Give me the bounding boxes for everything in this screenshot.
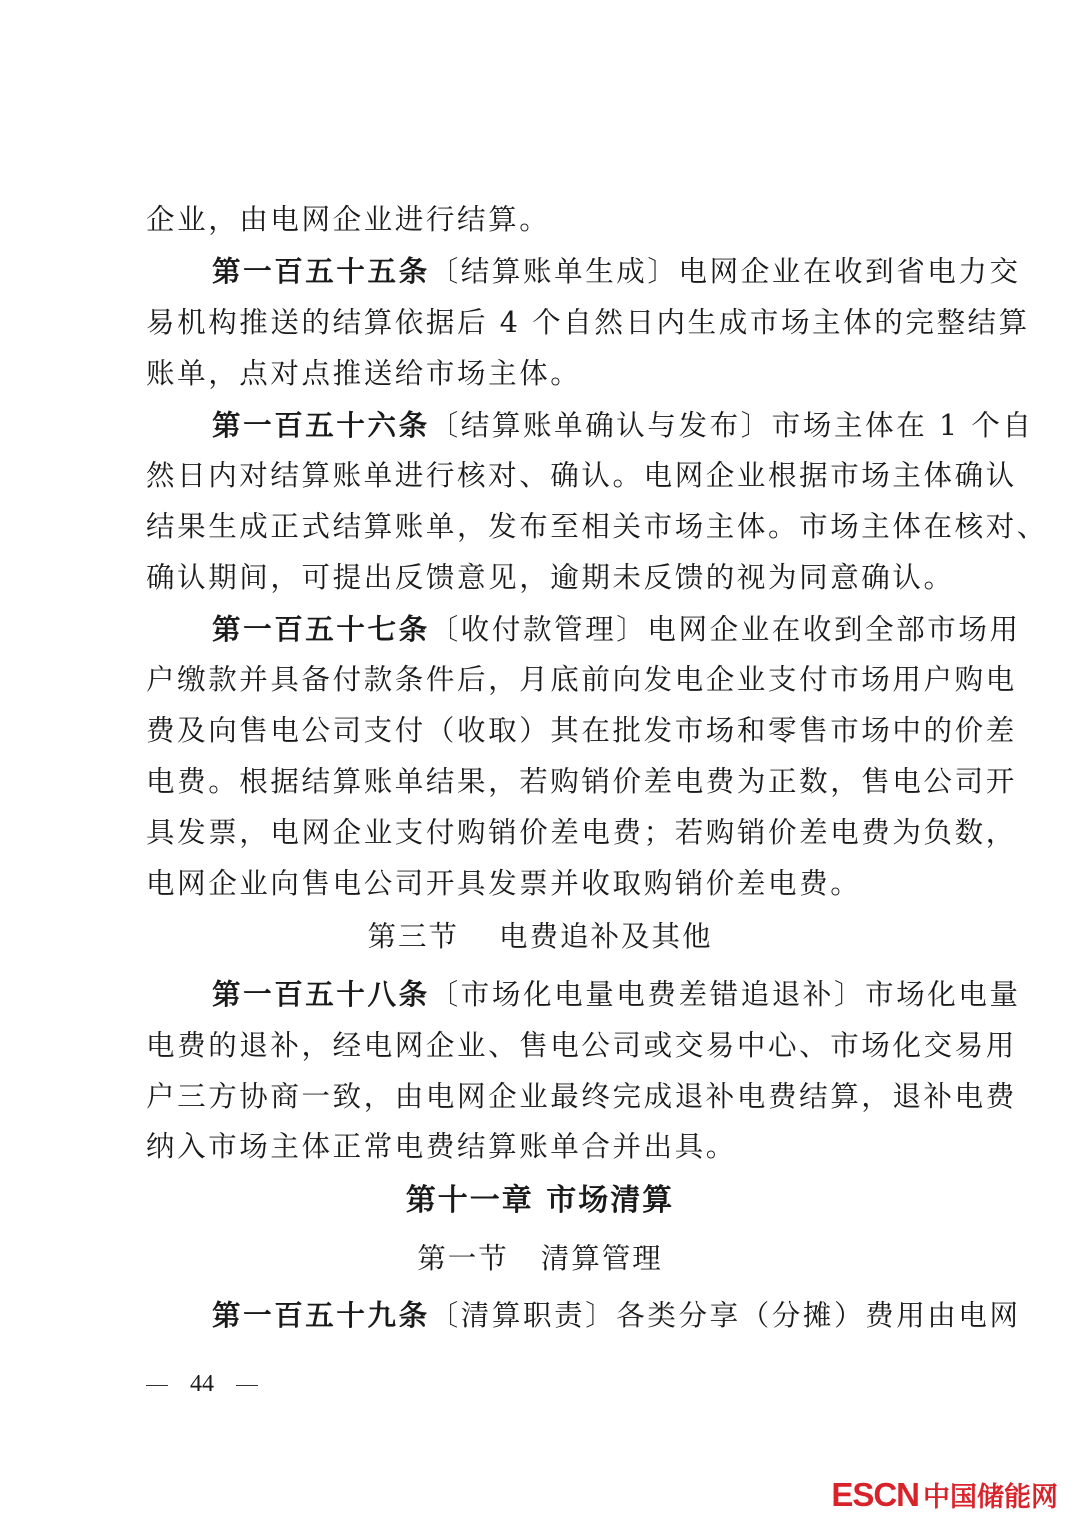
- section-title: 电费追补及其他: [499, 920, 713, 953]
- article-155-number: 第一百五十五条: [212, 254, 430, 288]
- text-line: 纳入市场主体正常电费结算账单合并出具。: [146, 1130, 737, 1163]
- dash-right: [236, 1385, 258, 1386]
- text-line: 户三方协商一致，由电网企业最终完成退补电费结算，退补电费: [146, 1080, 1017, 1113]
- article-158-text: 〔市场化电量电费差错追退补〕市场化电量: [429, 978, 1021, 1011]
- text-line: 结果生成正式结算账单，发布至相关市场主体。市场主体在核对、: [146, 510, 1048, 543]
- article-157-text: 〔收付款管理〕电网企业在收到全部市场用: [429, 613, 1021, 646]
- text-line: 企业，由电网企业进行结算。: [146, 203, 551, 236]
- article-158-number: 第一百五十八条: [212, 977, 430, 1011]
- article-157: [212, 604, 1021, 654]
- text-line: 确认期间，可提出反馈意见，逾期未反馈的视为同意确认。: [146, 561, 955, 594]
- brand-logo-en: ESCN: [831, 1476, 919, 1513]
- article-159-number: 第一百五十九条: [212, 1298, 430, 1332]
- chapter-heading: 第十一章 市场清算: [405, 1183, 675, 1218]
- article-158: [212, 969, 1021, 1019]
- text-line: 易机构推送的结算依据后 4 个自然日内生成市场主体的完整结算: [146, 306, 1030, 339]
- section-heading-1: [0, 1234, 1080, 1284]
- text-line: 电费的退补，经电网企业、售电公司或交易中心、市场化交易用: [146, 1029, 1017, 1062]
- brand-watermark: [831, 1475, 1058, 1515]
- section-number: 第一节: [417, 1242, 509, 1275]
- article-155: [212, 246, 1021, 296]
- text-line: 然日内对结算账单进行核对、确认。电网企业根据市场主体确认: [146, 459, 1017, 492]
- brand-logo-cn: 中国储能网: [923, 1482, 1058, 1512]
- text-line: 电网企业向售电公司开具发票并收取购销价差电费。: [146, 867, 862, 900]
- section-number: 第三节: [367, 920, 459, 953]
- text-line: 户缴款并具备付款条件后，月底前向发电企业支付市场用户购电: [146, 663, 1017, 696]
- text-line: 具发票，电网企业支付购销价差电费；若购销价差电费为负数，: [146, 816, 1017, 849]
- dash-left: [146, 1385, 168, 1386]
- article-157-number: 第一百五十七条: [212, 612, 430, 646]
- text-line: 账单，点对点推送给市场主体。: [146, 357, 582, 390]
- article-155-text: 〔结算账单生成〕电网企业在收到省电力交: [429, 255, 1021, 288]
- article-159-text: 〔清算职责〕各类分享（分摊）费用由电网: [429, 1299, 1021, 1332]
- article-156-number: 第一百五十六条: [212, 408, 430, 442]
- article-156: [212, 400, 1034, 450]
- page-number-value: 44: [190, 1371, 214, 1397]
- page-number: [146, 1366, 280, 1402]
- article-159: [212, 1290, 1021, 1340]
- section-heading-3: [0, 912, 1080, 962]
- text-line: 电费。根据结算账单结果，若购销价差电费为正数，售电公司开: [146, 765, 1017, 798]
- article-156-text: 〔结算账单确认与发布〕市场主体在 1 个自: [429, 409, 1034, 442]
- text-line: 费及向售电公司支付（收取）其在批发市场和零售市场中的价差: [146, 714, 1017, 747]
- section-title: 清算管理: [540, 1242, 663, 1275]
